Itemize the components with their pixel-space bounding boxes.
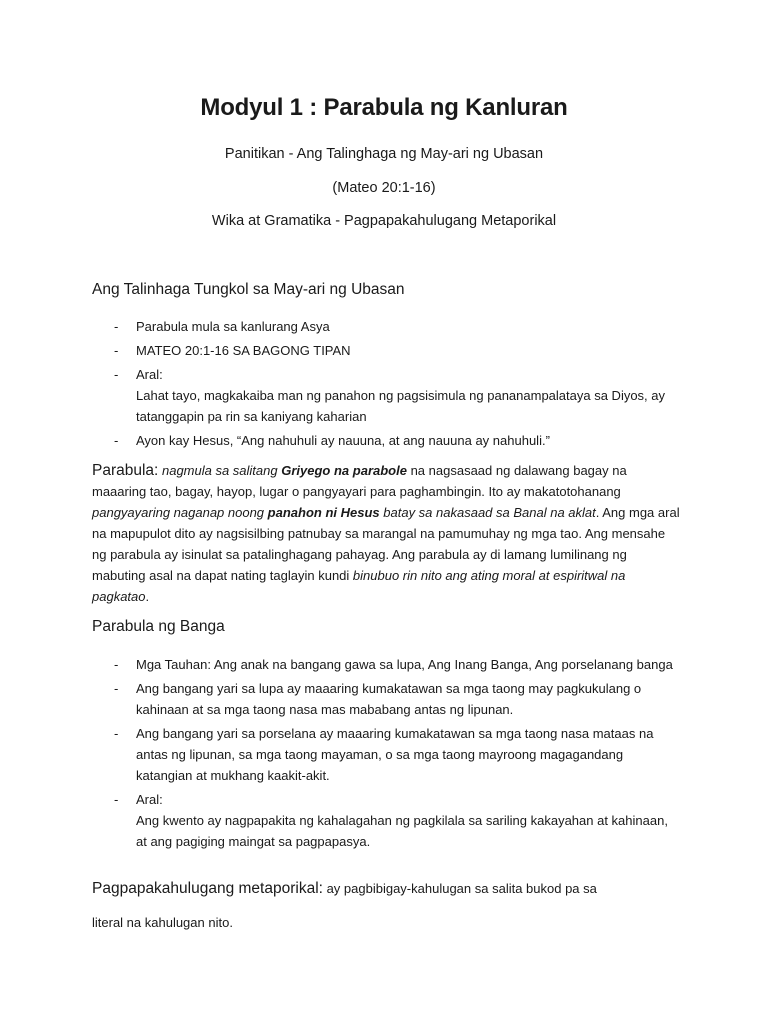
list-item: - Parabula mula sa kanlurang Asya bbox=[92, 316, 682, 337]
parabula-term: Parabula: bbox=[92, 462, 159, 479]
aral-label: Aral: bbox=[136, 367, 163, 382]
metaporikal-definition: Pagpapakahulugang metaporikal: ay pagbibigay-kahulugan sa salita bukod pa sa bbox=[92, 880, 597, 897]
list-item: - MATEO 20:1-16 SA BAGONG TIPAN bbox=[92, 340, 682, 361]
page-title: Modyul 1 : Parabula ng Kanluran bbox=[200, 94, 568, 121]
aral-label: Aral: bbox=[136, 792, 163, 807]
list-item bbox=[92, 364, 682, 427]
section-heading-banga: Parabula ng Banga bbox=[92, 618, 225, 635]
talinhaga-list bbox=[92, 316, 682, 454]
aral-text: Ang kwento ay nagpapakita ng kahalagahan ng pagkilala sa sariling kakayahan at kahinaan, at ang pagiging maingat sa pagpapasya. bbox=[136, 813, 668, 849]
banga-list bbox=[92, 654, 682, 855]
section-heading-talinhaga: Ang Talinhaga Tungkol sa May-ari ng Ubasan bbox=[92, 281, 405, 298]
metaporikal-definition-cont: literal na kahulugan nito. bbox=[92, 915, 233, 930]
list-item bbox=[92, 789, 682, 852]
list-item: - Mga Tauhan: Ang anak na bangang gawa sa lupa, Ang Inang Banga, Ang porselanang banga bbox=[92, 654, 682, 675]
aral-text: Lahat tayo, magkakaiba man ng panahon ng pagsisimula ng pananampalataya sa Diyos, ay tatanggapin pa rin sa kaniyang kaharian bbox=[136, 388, 666, 424]
subtitle-panitikan: Panitikan - Ang Talinghaga ng May-ari ng Ubasan bbox=[224, 146, 544, 162]
parabula-definition: Parabula: nagmula sa salitang Griyego na parabole na nagsasaad ng dalawang bagay na maaaring tao, bagay, hayop, lugar o pangyayari para paghambingin. Ito ay makatotohanang pangyayaring naganap noong panahon ni Hesus batay sa nakasaad sa Banal na aklat. Ang mga aral na mapupulot dito ay nagsisilbing patnubay sa marangal na pamumuhay ng mga tao. Ang mensahe ng parabula ay isinulat sa patalinghagang pahayag. Ang parabula ay di lamang lumilinang ng mabuting asal na dapat nating taglayin kundi binubuo rin nito ang ating moral at espiritwal na pagkatao. bbox=[92, 462, 680, 604]
list-item: - Ayon kay Hesus, “Ang nahuhuli ay nauuna, at ang nauuna ay nahuhuli.” bbox=[92, 430, 682, 451]
metaporikal-term: Pagpapakahulugang metaporikal: bbox=[92, 880, 323, 897]
subtitle-wika: Wika at Gramatika - Pagpapakahulugang Metaporikal bbox=[211, 213, 557, 229]
list-item: - Ang bangang yari sa lupa ay maaaring kumakatawan sa mga taong may pagkukulang o kahinaan at sa mga taong nasa mas mababang antas ng lipunan. bbox=[92, 678, 682, 720]
list-item: - Ang bangang yari sa porselana ay maaaring kumakatawan sa mga taong nasa mataas na antas ng lipunan, sa mga taong mayaman, o sa mga taong mayroong magagandang katangian at mukhang kaakit-akit. bbox=[92, 723, 682, 786]
subtitle-mateo: (Mateo 20:1-16) bbox=[332, 180, 436, 196]
